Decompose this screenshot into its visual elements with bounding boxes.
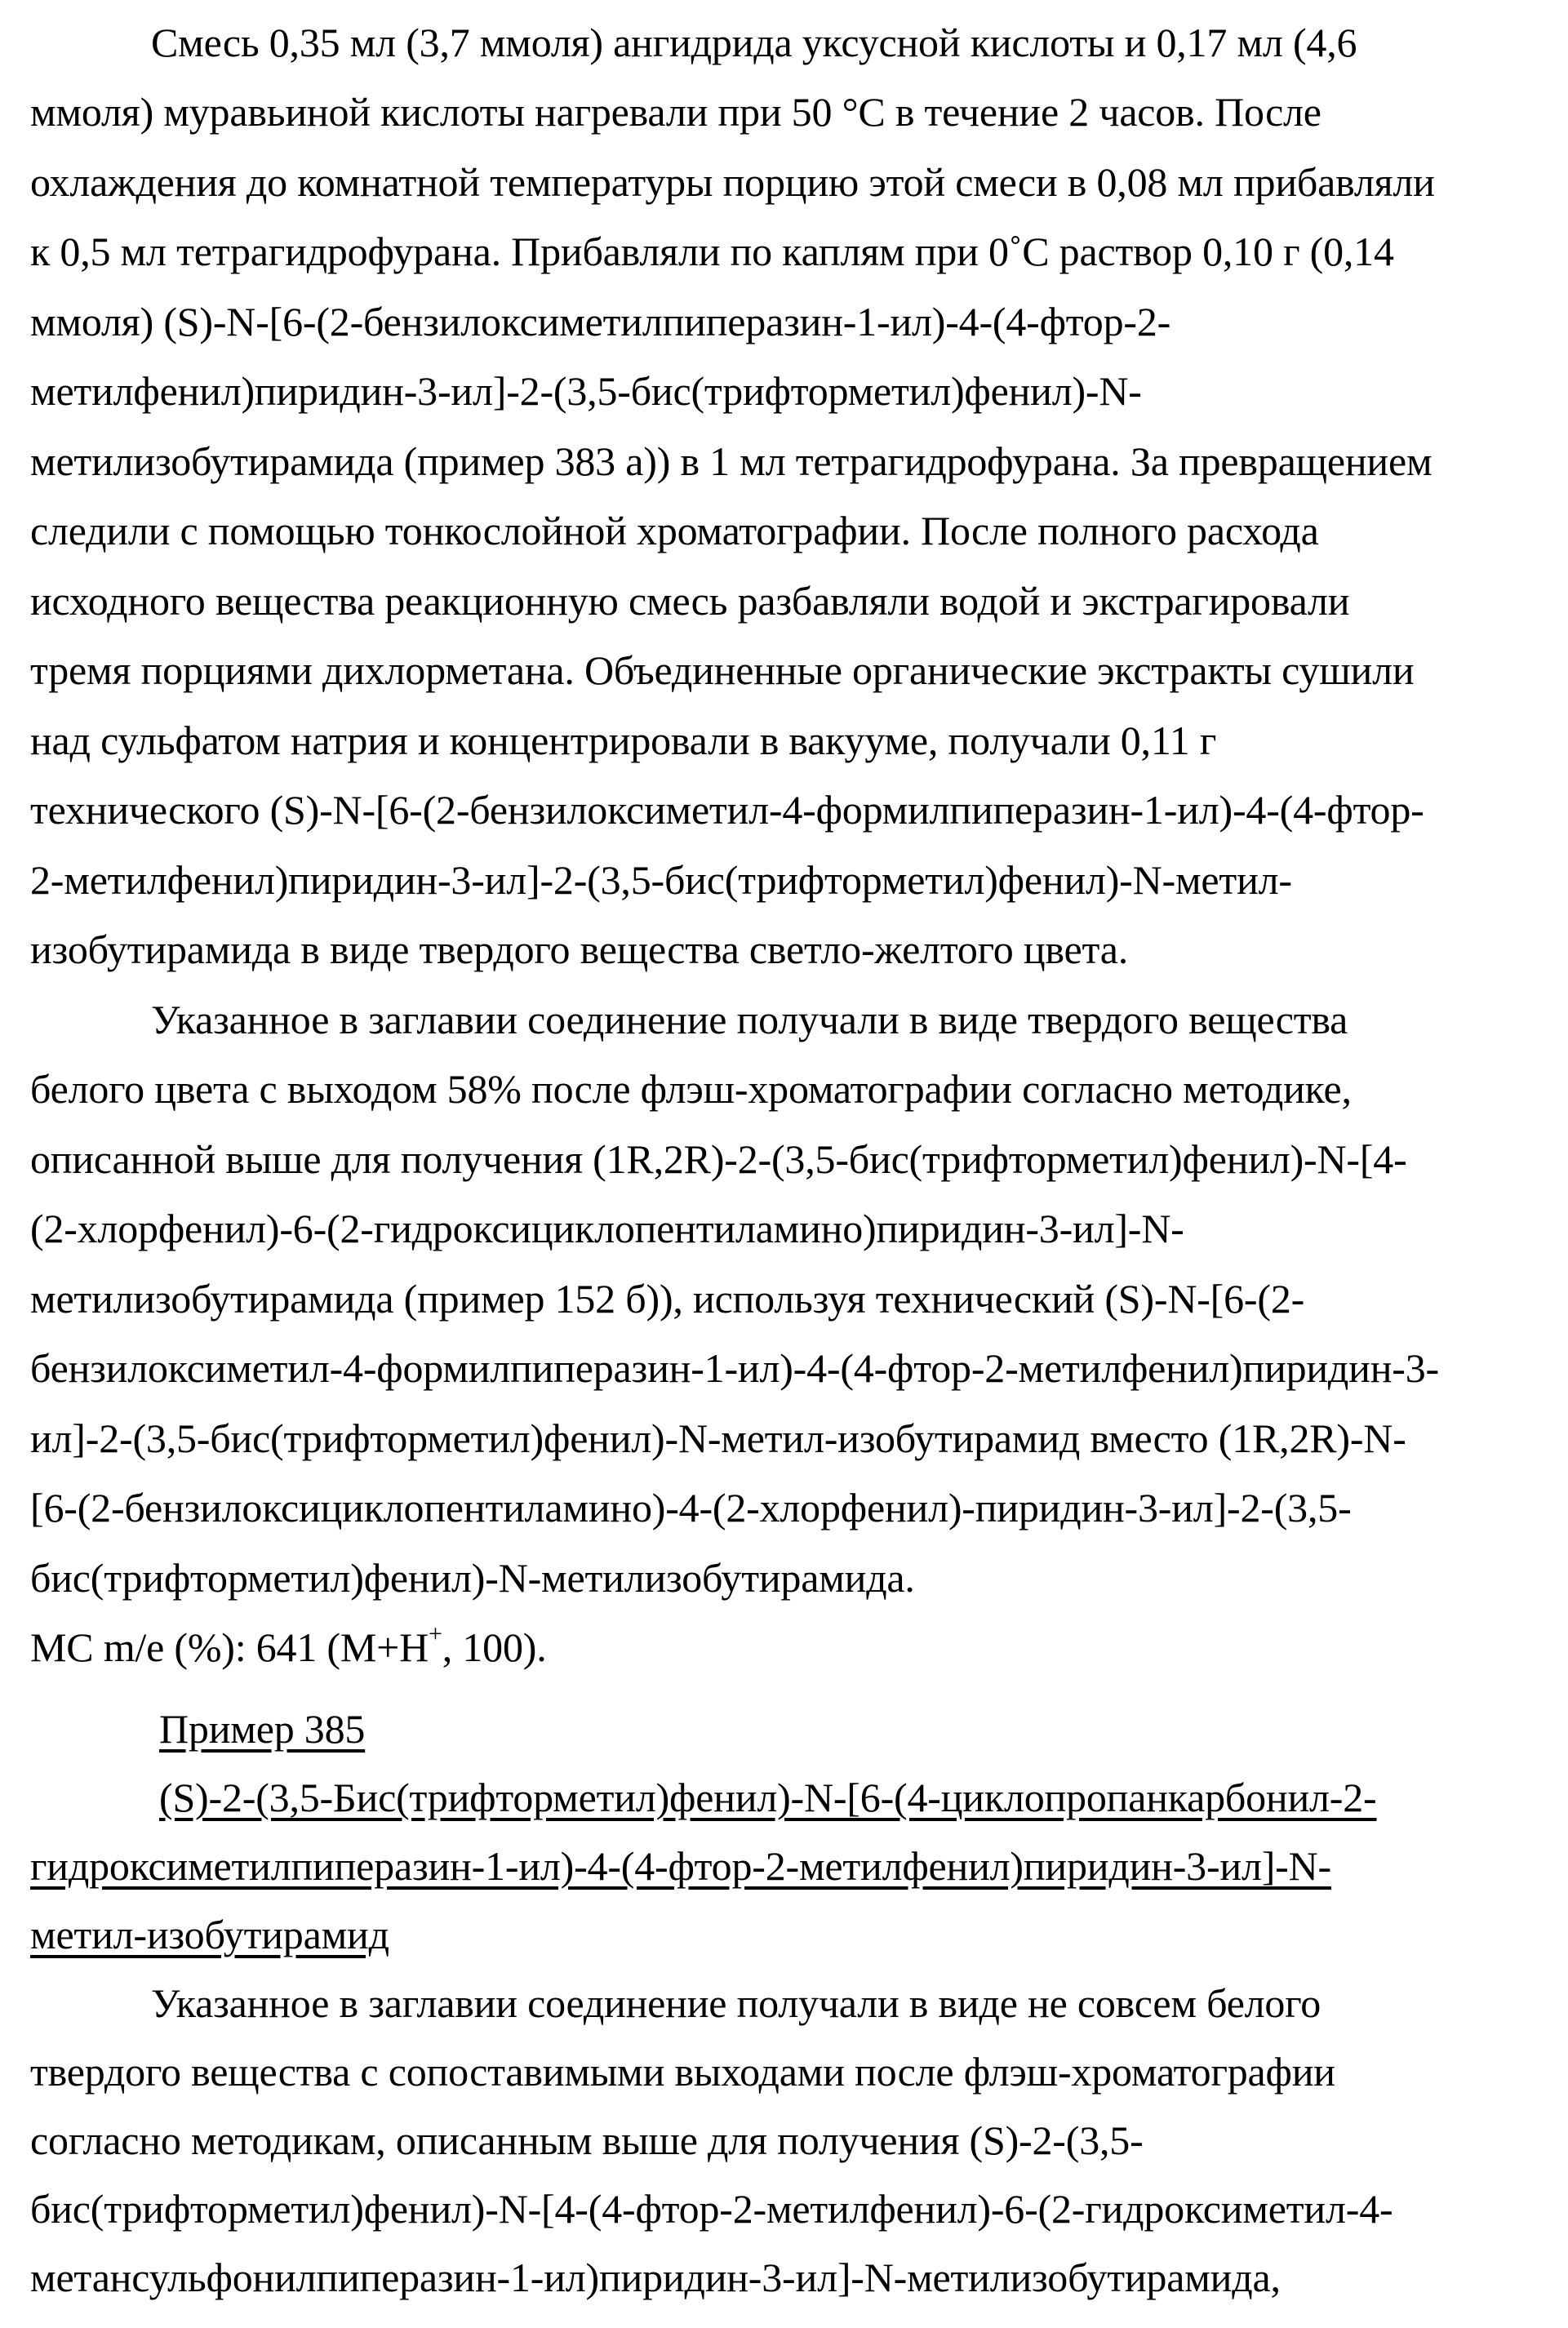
paragraph-2-line: Указанное в заглавии соединение получали в виде твердого вещества — [151, 997, 1348, 1042]
mass-spec-prefix: МС m/e (%): 641 (M+H — [30, 1624, 429, 1670]
paragraph-1-line: следили с помощью тонкослойной хроматографии. После полного расхода — [30, 508, 1319, 553]
paragraph-2-line: описанной выше для получения (1R,2R)-2-(3,5-бис(трифторметил)фенил)-N-[4- — [30, 1136, 1407, 1182]
paragraph-1-line: изобутирамида в виде твердого вещества светло-желтого цвета. — [30, 926, 1129, 972]
paragraph-3-line: твердого вещества с сопоставимыми выходами после флэш-хроматографии — [30, 2049, 1335, 2095]
paragraph-2-line: бис(трифторметил)фенил)-N-метилизобутирамида. — [30, 1555, 915, 1601]
paragraph-1-line: ммоля) (S)-N-[6-(2-бензилоксиметилпиперазин-1-ил)-4-(4-фтор-2- — [30, 299, 1171, 344]
paragraph-3-line: бис(трифторметил)фенил)-N-[4-(4-фтор-2-метилфенил)-6-(2-гидроксиметил-4- — [30, 2186, 1393, 2232]
paragraph-2-line: метилизобутирамида (пример 152 б)), используя технический (S)-N-[6-(2- — [30, 1276, 1305, 1322]
paragraph-2-line: (2-хлорфенил)-6-(2-гидроксициклопентиламино)пиридин-3-ил]-N- — [30, 1206, 1184, 1251]
paragraph-1-line: исходного вещества реакционную смесь разбавляли водой и экстрагировали — [30, 578, 1350, 624]
example-title-line: метил-изобутирамид — [30, 1912, 389, 1957]
paragraph-1-line: ммоля) муравьиной кислоты нагревали при 50 °С в течение 2 часов. После — [30, 89, 1321, 135]
paragraph-2-line: [6-(2-бензилоксициклопентиламино)-4-(2-хлорфенил)-пиридин-3-ил]-2-(3,5- — [30, 1485, 1352, 1531]
paragraph-1-line: метилфенил)пиридин-3-ил]-2-(3,5-бис(трифторметил)фенил)-N- — [30, 368, 1142, 414]
example-title-line: (S)-2-(3,5-Бис(трифторметил)фенил)-N-[6-(4-циклопропанкарбонил-2- — [159, 1775, 1377, 1820]
mass-spec-superscript: + — [429, 1620, 442, 1648]
paragraph-1-line: Смесь 0,35 мл (3,7 ммоля) ангидрида уксусной кислоты и 0,17 мл (4,6 — [151, 20, 1357, 65]
paragraph-1-line: над сульфатом натрия и концентрировали в вакууме, получали 0,11 г — [30, 718, 1217, 763]
mass-spec-suffix: , 100). — [442, 1624, 547, 1670]
paragraph-1-line: тремя порциями дихлорметана. Объединенные органические экстракты сушили — [30, 647, 1415, 693]
example-heading: Пример 385 — [159, 1706, 366, 1752]
paragraph-2-line: ил]-2-(3,5-бис(трифторметил)фенил)-N-метил-изобутирамид вместо (1R,2R)-N- — [30, 1415, 1406, 1461]
paragraph-3-line: согласно методикам, описанным выше для получения (S)-2-(3,5- — [30, 2117, 1144, 2163]
paragraph-3-line: Указанное в заглавии соединение получали в виде не совсем белого — [151, 1980, 1321, 2026]
paragraph-1-line: охлаждения до комнатной температуры порцию этой смеси в 0,08 мл прибавляли — [30, 159, 1435, 205]
mass-spec-line — [30, 1620, 547, 1672]
paragraph-3-line: метансульфонилпиперазин-1-ил)пиридин-3-ил]-N-метилизобутирамида, — [30, 2255, 1281, 2300]
paragraph-1-line: технического (S)-N-[6-(2-бензилоксиметил-4-формилпиперазин-1-ил)-4-(4-фтор- — [30, 787, 1424, 833]
paragraph-1-line: к 0,5 мл тетрагидрофурана. Прибавляли по каплям при 0˚С раствор 0,10 г (0,14 — [30, 229, 1394, 274]
paragraph-1-line: 2-метилфенил)пиридин-3-ил]-2-(3,5-бис(трифторметил)фенил)-N-метил- — [30, 857, 1292, 903]
example-title-line: гидроксиметилпиперазин-1-ил)-4-(4-фтор-2-метилфенил)пиридин-3-ил]-N- — [30, 1843, 1331, 1889]
paragraph-2-line: бензилоксиметил-4-формилпиперазин-1-ил)-4-(4-фтор-2-метилфенил)пиридин-3- — [30, 1345, 1439, 1391]
paragraph-1-line: метилизобутирамида (пример 383 а)) в 1 мл тетрагидрофурана. За превращением — [30, 438, 1433, 484]
paragraph-2-line: белого цвета с выходом 58% после флэш-хроматографии согласно методике, — [30, 1066, 1352, 1112]
